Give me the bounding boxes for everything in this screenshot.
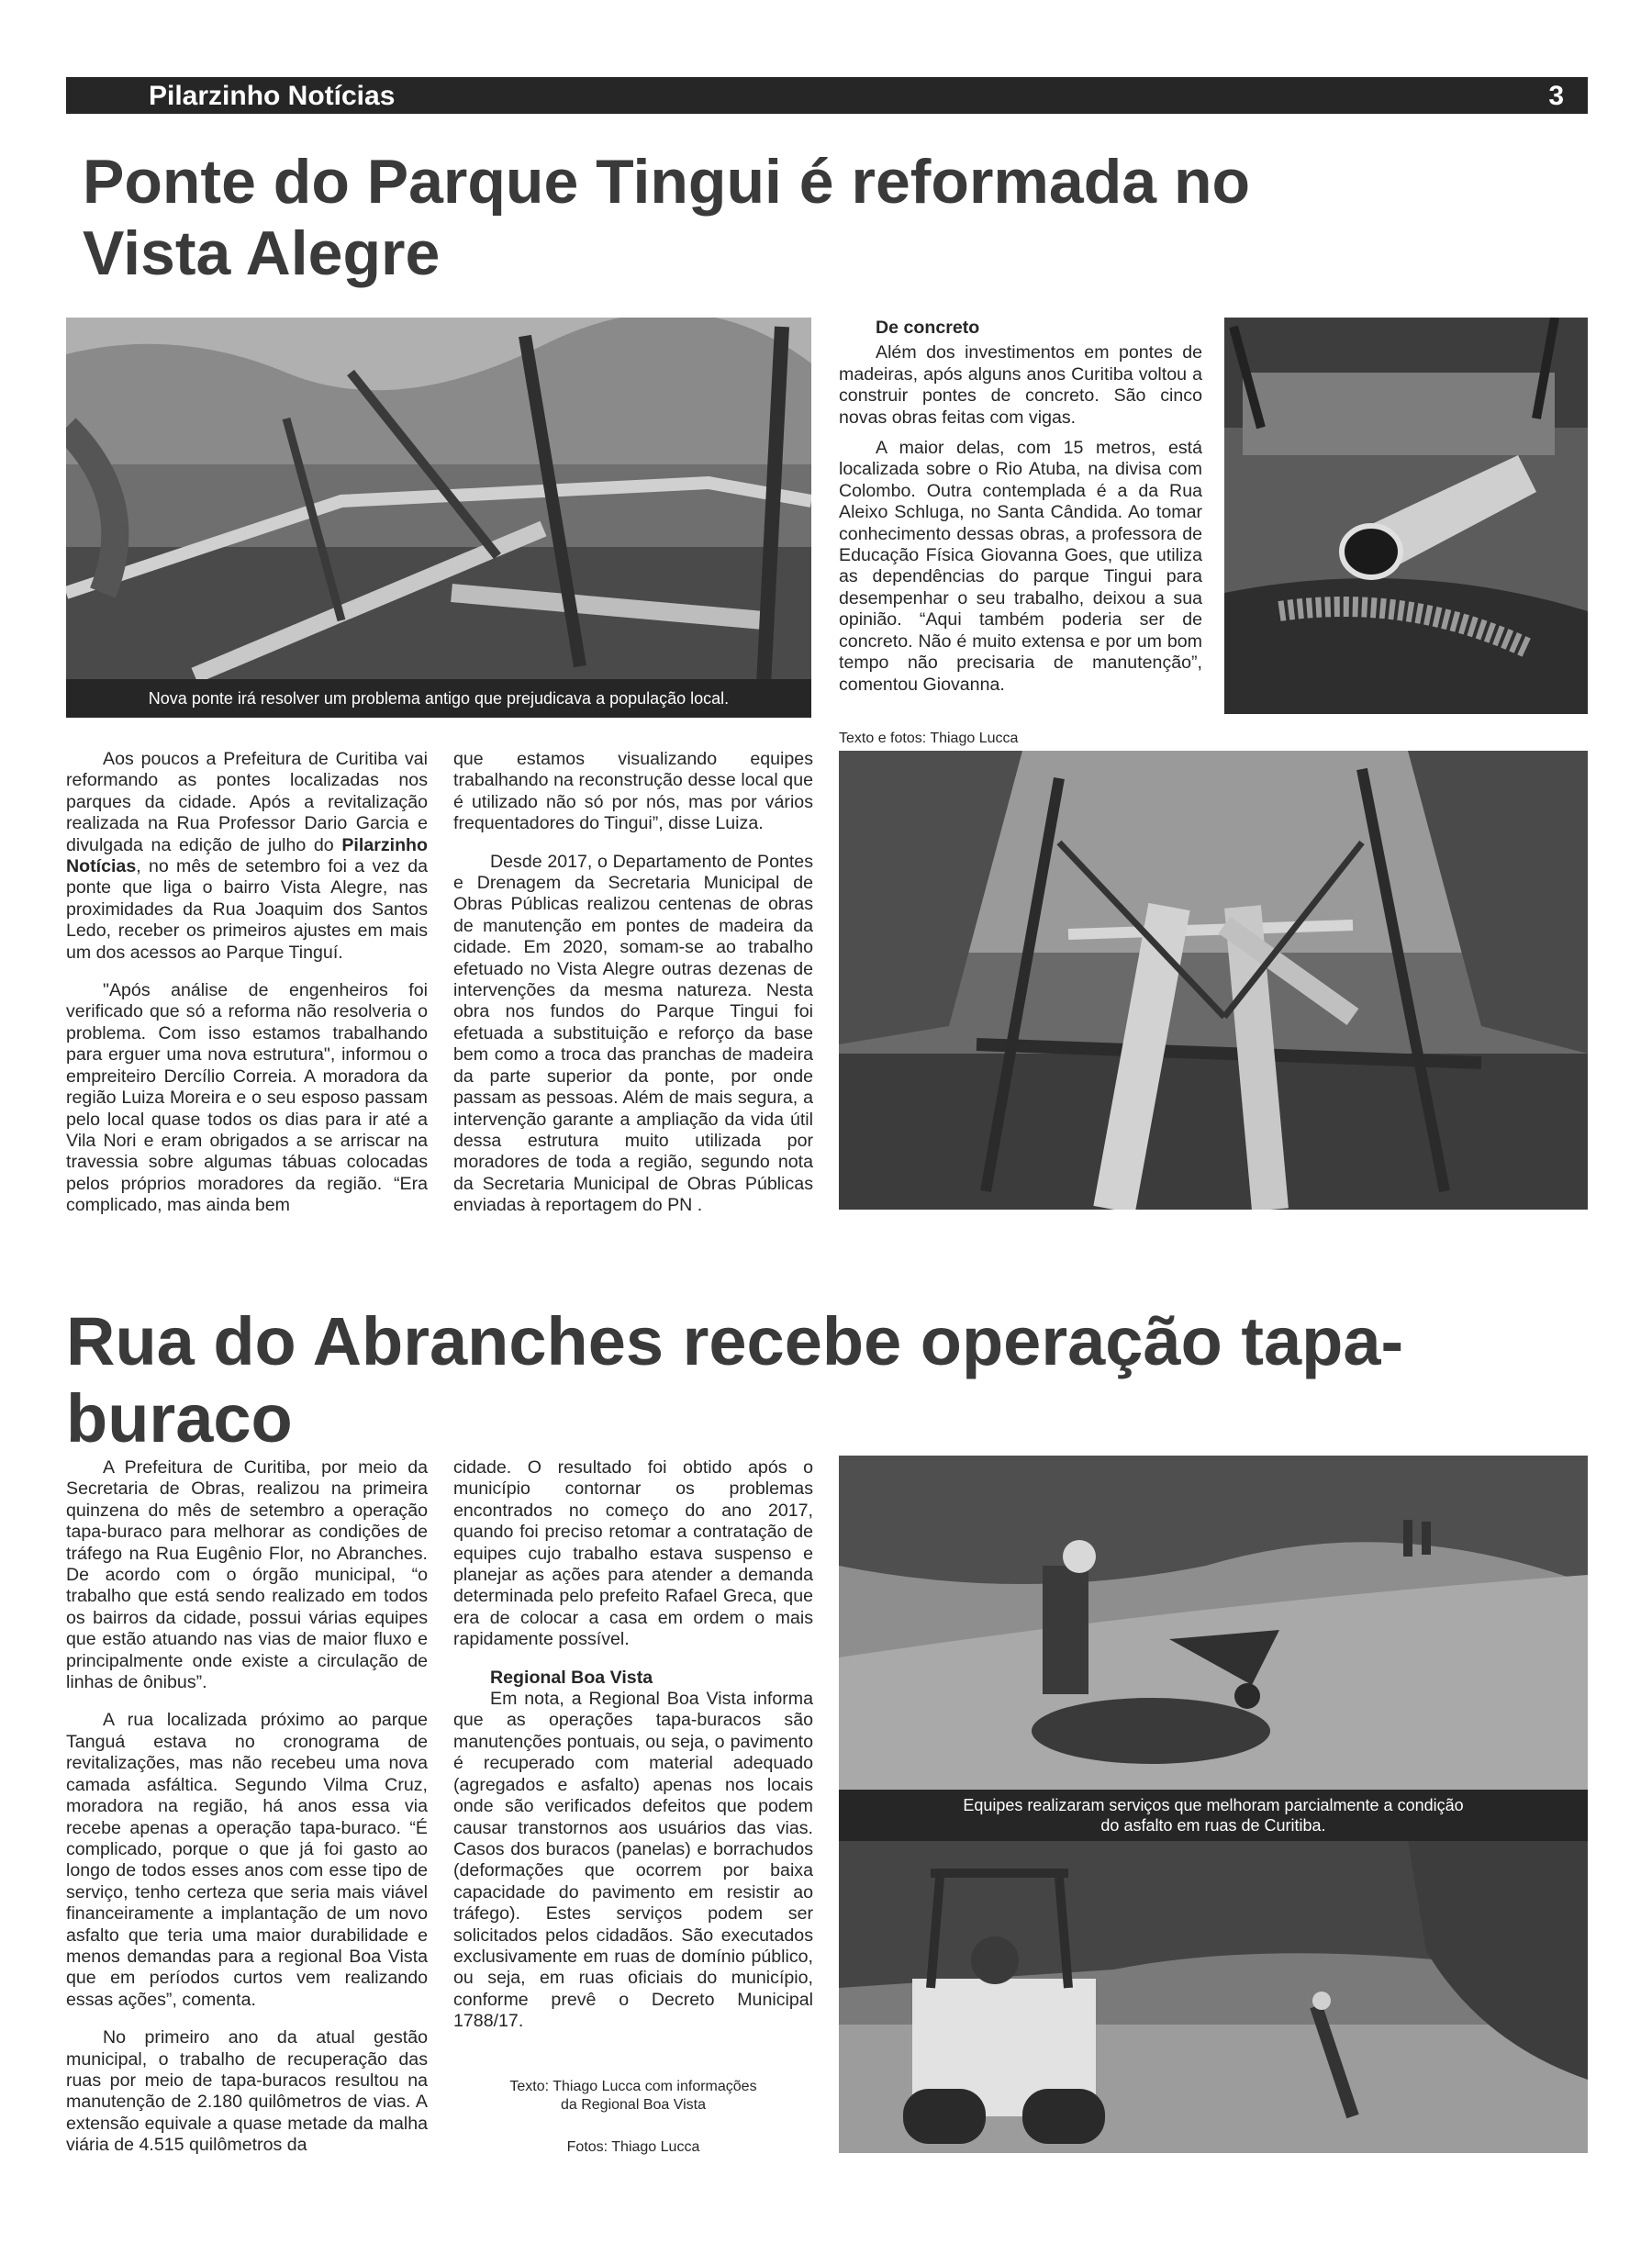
page-number: 3 <box>1548 81 1564 111</box>
article1-col1-paragraph-1 <box>66 749 428 964</box>
article1-column-1 <box>66 749 428 1233</box>
article1-headline: Ponte do Parque Tingui é reformada no Vista Alegre <box>83 147 1251 288</box>
article2-col1-paragraph-1: A Prefeitura de Curitiba, por meio da Secretaria de Obras, realizou na primeira quinzena do mês de setembro a operação tapa-buraco para melhorar as condições de tráfego na Rua Eugênio Flor, no Abranches. De acordo com o órgão municipal, “o trabalho que está sendo realizado em todos os bairros da cidade, possui várias equipes que estão atuando nas vias de maior fluxo e principalmente onde existe a circulação de linhas de ônibus”. <box>66 1457 428 1693</box>
article1-col3-paragraph-2: A maior delas, com 15 metros, está localizada sobre o Rio Atuba, na divisa com Colombo. Outra contemplada é a da Rua Aleixo Schluga, no Santa Cândida. Ao tomar conhecimento dessas obras, a professora de Educação Física Giovanna Goes, que utiliza as dependências do parque Tingui para desempenhar o seu trabalho, deixou a sua opinião. “Aqui também poderia ser de concreto. Não é muito extensa e por um bom tempo não precisaria de manutenção”, comentou Giovanna. <box>839 438 1202 695</box>
article1-credit: Texto e fotos: Thiago Lucca <box>839 731 1019 746</box>
subheading-de-concreto: De concreto <box>876 318 980 338</box>
page-header-bar <box>66 77 1588 114</box>
photo1-caption: Nova ponte irá resolver um problema antigo que prejudicava a população local. <box>66 679 811 718</box>
article2-headline: Rua do Abranches recebe operação tapa-buraco <box>66 1303 1404 1457</box>
new-bridge-photo <box>839 751 1588 1210</box>
photo4-caption-line-2: do asfalto em ruas de Curitiba. <box>1100 1816 1326 1835</box>
article2-column-2 <box>453 1457 813 2049</box>
article1-col2-paragraph-2: Desde 2017, o Departamento de Pontes e Drenagem da Secretaria Municipal de Obras Públicas realizou centenas de obras de manutenção em pontes de madeira da cidade. Em 2020, somam-se ao trabalho efetuado no Vista Alegre outras dezenas de intervenções da mesma natureza. Nesta obra nos fundos do Parque Tingui foi efetuada a substituição e reforço da base bem como a troca das pranchas de madeira da parte superior da ponte, por onde passam as pessoas. Além de mais segura, a intervenção garante a ampliação da vida útil dessa estrutura muito utilizada por moradores de toda a região, segundo nota da Secretaria Municipal de Obras Públicas enviadas à reportagem do PN . <box>453 851 813 1216</box>
article1-col3-paragraph-1: Além dos investimentos em pontes de madeiras, após alguns anos Curitiba voltou a construir pontes de concreto. São cinco novas obras feitas com vigas. <box>839 342 1202 428</box>
article2-col1-paragraph-3: No primeiro ano da atual gestão municipal, o trabalho de recuperação das ruas por meio de tapa-buracos resultou na manutenção de 2.180 quilômetros de vias. A extensão equivale a quase metade da malha viária de 4.515 quilômetros da <box>66 2027 428 2156</box>
road-roller-photo <box>839 1841 1588 2153</box>
article1-col2-paragraph-1: que estamos visualizando equipes trabalhando na reconstrução desse local que é utilizado não só por nós, mas por vários frequentadores do Tingui”, disse Luiza. <box>453 749 813 834</box>
article1-col1-p1-text-b: , no mês de setembro foi a vez da ponte que liga o bairro Vista Alegre, nas proximidades da Rua Joaquim dos Santos Ledo, receber os primeiros ajustes em mais um dos acessos ao Parque Tinguí. <box>66 856 428 963</box>
article1-column-2 <box>453 749 813 1233</box>
article2-col2-paragraph-1: cidade. O resultado foi obtido após o município contornar os problemas encontrados no começo do ano 2017, quando foi preciso retomar a contratação de equipes cujo trabalho estava suspenso e planejar as ações para atender a demanda determinada pelo prefeito Rafael Greca, que era de colocar a casa em ordem o mais rapidamente possível. <box>453 1457 813 1650</box>
article1-col1-p1-text-a: Aos poucos a Prefeitura de Curitiba vai reformando as pontes localizadas nos parques da cidade. Após a revitalização realizada na Rua Professor Dario Garcia e divulgada na edição de julho do <box>66 749 428 855</box>
publication-name-inline: Pilarzinho Notícias <box>66 834 428 877</box>
text-credit-line-1: Texto: Thiago Lucca com informações <box>509 2079 757 2094</box>
subheading-regional-boa-vista: Regional Boa Vista <box>490 1667 653 1688</box>
article2-text-credit <box>453 2078 813 2115</box>
article2-col1-paragraph-2: A rua localizada próximo ao parque Tanguá estava no cronograma de revitalizações, mas não recebeu uma nova camada asfáltica. Segundo Vilma Cruz, moradora na região, há anos essa via recebe apenas a operação tapa-buraco. “É complicado, porque o que já foi gasto ao longo de todos esses anos com esse tipo de serviço, tenho certeza que seria mais viável financeiramente a implantação de um novo asfalto que teria uma maior durabilidade e menos demandas para a regional Boa Vista que em períodos curtos vem realizando essas ações”, comenta. <box>66 1710 428 2010</box>
old-bridge-photo <box>66 318 811 718</box>
article2-column-1 <box>66 1457 428 2173</box>
article2-col2-paragraph-2: Em nota, a Regional Boa Vista informa que as operações tapa-buracos são manutenções pontuais, ou seja, o pavimento é recuperado com material adequado (agregados e asfalto) apenas nos locais onde são verificados defeitos que podem causar transtornos aos usuários das vias. Casos dos buracos (panelas) e borrachudos (deformações que ocorrem por baixa capacidade do pavimento em resistir ao tráfego). Estes serviços podem ser solicitados pelos cidadãos. São executados exclusivamente em ruas de domínio público, ou seja, em ruas oficiais do município, conforme prevê o Decreto Municipal 1788/17. <box>453 1689 813 2032</box>
photo4-caption <box>839 1790 1588 1841</box>
photo4-caption-line-1: Equipes realizaram serviços que melhoram parcialmente a condição <box>963 1796 1464 1814</box>
article1-column-3 <box>839 318 1202 712</box>
article2-photo-credit: Fotos: Thiago Lucca <box>566 2139 700 2155</box>
road-workers-photo <box>839 1456 1588 1790</box>
concrete-culvert-photo <box>1224 318 1588 714</box>
article1-col1-paragraph-2: "Após análise de engenheiros foi verificado que só a reforma não resolveria o problema. Com isso estamos trabalhando para erguer uma nova estrutura", informou o empreiteiro Dercílio Correia. A moradora da região Luiza Moreira e o seu esposo passam pelo local quase todos os dias para ir até a Vila Nori e eram obrigados a se arriscar na travessia sobre algumas tábuas colocadas pelos próprios moradores da região. “Era complicado, mas ainda bem <box>66 980 428 1216</box>
publication-name: Pilarzinho Notícias <box>149 81 396 111</box>
text-credit-line-2: da Regional Boa Vista <box>560 2097 707 2113</box>
